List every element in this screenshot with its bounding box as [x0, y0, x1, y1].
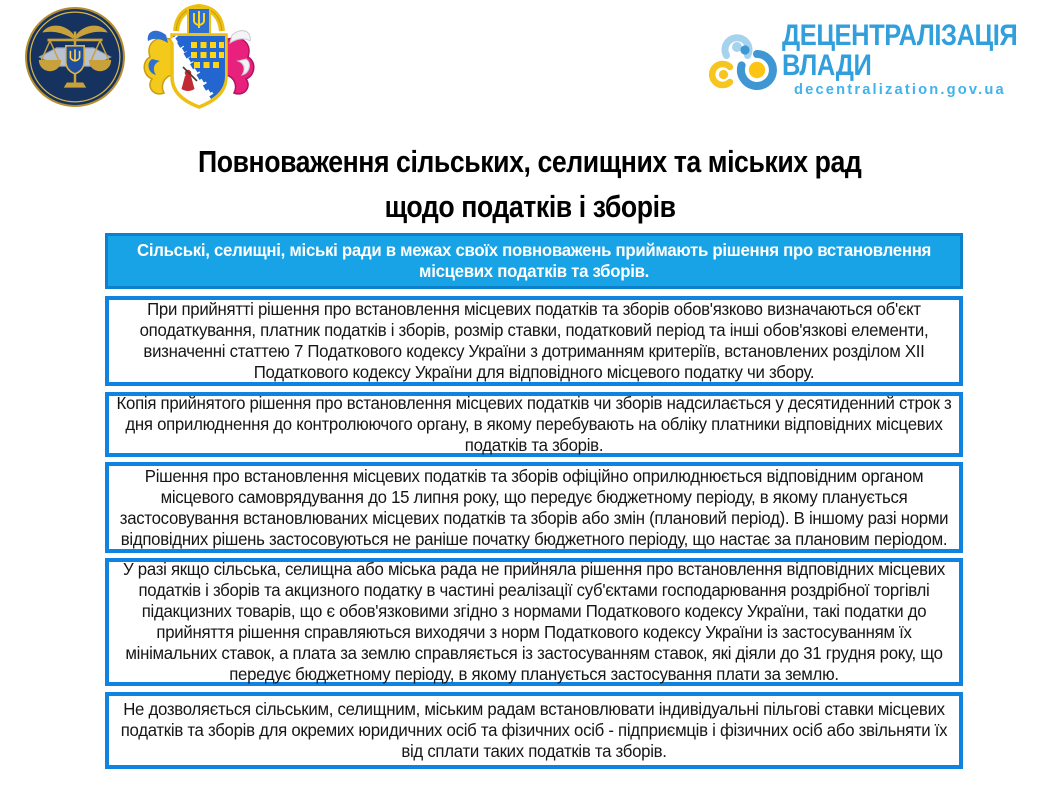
- info-box-text: Не дозволяється сільським, селищним, міським радам встановлювати індивідуальні пільгові ставки місцевих податків та зборів для окремих юридичних осіб та фізичних осіб - підприємців і фізичних осіб або звільняти їх від сплати таких податків та зборів.: [120, 699, 948, 761]
- lead-statement-text: Сільські, селищні, міські ради в межах своїх повноважень приймають рішення про встановлення місцевих податків та зборів.: [136, 240, 932, 281]
- info-box-publication-deadline: [105, 462, 963, 553]
- info-box-no-decision-case: [105, 558, 963, 686]
- brand-title-line1: ДЕЦЕНТРАЛІЗАЦІЯ: [782, 19, 1018, 52]
- page-title-line2: щодо податків і зборів: [384, 189, 676, 224]
- region-coat-of-arms-icon: [136, 1, 262, 113]
- info-box-text: Копія прийнятого рішення про встановлення місцевих податків чи зборів надсилається у десятиденний строк з дня оприлюднення до контролюючого органу, в якому перебувають на обліку платники відповідних місцевих податків та зборів.: [116, 393, 952, 455]
- page-title: [0, 139, 1060, 229]
- lead-statement-box: [105, 233, 963, 289]
- info-box-text: У разі якщо сільська, селищна або міська рада не прийняла рішення про встановлення відповідних місцевих податків і зборів та акцизного податку в частині реалізації суб'єктами господарювання роздрібної торгівлі підакцизних товарів, що є обов'язковими згідно з нормами Податкового кодексу України, такі податки до прийняття рішення справляються виходячи з норм Податкового кодексу України із застосуванням їх мінімальних ставок, а плата за землю справляється із застосуванням ставок, які діяли до 31 грудня року, що передує бюджетному періоду, в якому планується застосування плати за землю.: [123, 559, 945, 684]
- info-box-individual-rates-prohibition: [105, 692, 963, 769]
- decentralization-people-icon: [706, 22, 780, 102]
- info-box-mandatory-elements: [105, 296, 963, 386]
- brand-title-line2: ВЛАДИ: [782, 49, 872, 82]
- decentralization-logo: [706, 18, 1046, 104]
- info-box-text: При прийнятті рішення про встановлення місцевих податків та зборів обов'язково визначаються об'єкт оподаткування, платник податків і зборів, розмір ставки, податковий період та інші обов'язкові елементи, визначенні статтею 7 Податкового кодексу України з дотриманням критеріїв, встановлених розділом XII Податкового кодексу України для відповідного місцевого податку чи збору.: [139, 299, 929, 382]
- site-url: decentralization.gov.ua: [794, 81, 1006, 98]
- page-title-line1: Повноваження сільських, селищних та міських рад: [198, 144, 862, 179]
- info-box-text: Рішення про встановлення місцевих податків та зборів офіційно оприлюднюється відповідним органом місцевого самоврядування до 15 липня року, що передує бюджетному періоду, в якому планується застосовування встановлюваних місцевих податків та зборів або змін (плановий період). В іншому разі норми відповідних рішень застосовуються не раніше початку бюджетного періоду, що настає за плановим періодом.: [119, 465, 949, 549]
- info-box-copy-of-decision: [105, 392, 963, 457]
- fiscal-service-emblem-icon: [24, 6, 126, 108]
